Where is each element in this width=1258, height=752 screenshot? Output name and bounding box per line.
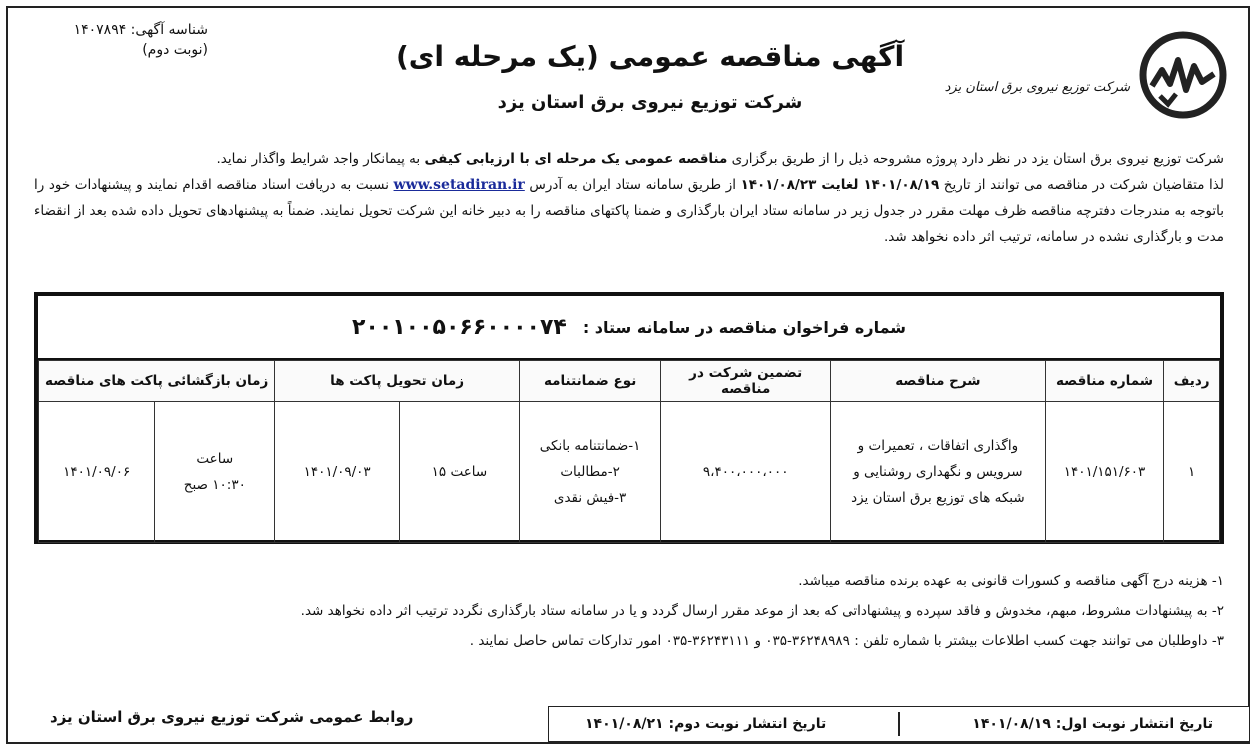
- cell-description: واگذاری اتفاقات ، تعمیرات و سرویس و نگهداری روشنایی و شبکه های توزیع برق استان یزد: [831, 402, 1046, 543]
- publication-dates-bar: [548, 706, 1250, 742]
- ad-id: شناسه آگهی: ۱۴۰۷۸۹۴: [73, 22, 208, 38]
- intro-text-2-mid: از طریق سامانه ستاد ایران به آدرس: [524, 177, 741, 193]
- ad-id-block: [28, 20, 208, 60]
- intro-text-1-end: به پیمانکار واجد شرایط واگذار نماید.: [216, 151, 425, 167]
- tender-table-box: [34, 292, 1224, 544]
- cell-delivery-time: ساعت ۱۵: [399, 402, 519, 543]
- intro-text-2: لذا متقاضیان شرکت در مناقصه می توانند از تاریخ: [939, 177, 1224, 193]
- tender-table: [38, 360, 1220, 543]
- divider: [898, 712, 900, 736]
- second-publication-date: تاریخ انتشار نوبت دوم: ۱۴۰۱/۰۸/۲۱: [585, 716, 827, 732]
- cell-guarantee-type: [519, 402, 660, 543]
- header-guarantee-type: نوع ضمانتنامه: [519, 361, 660, 402]
- header-delivery: زمان تحویل پاکت ها: [275, 361, 520, 402]
- note-item: ۳- داوطلبان می توانند جهت کسب اطلاعات بیشتر با شماره تلفن : ۳۶۲۴۸۹۸۹-۰۳۵ و ۳۶۲۴۳۱۱۱-۰۳۵ امور تدارکات تماس حاصل نمایند .: [469, 633, 1224, 649]
- cell-opening-time: [155, 402, 275, 543]
- intro-bold-1: مناقصه عمومی یک مرحله ای با ارزیابی کیفی: [424, 151, 728, 167]
- website-link[interactable]: www.setadiran.ir: [393, 177, 525, 193]
- guarantee-type-3: ۳-فیش نقدی: [553, 490, 627, 506]
- call-number-label: شماره فراخوان مناقصه در سامانه ستاد :: [582, 317, 907, 337]
- logo-caption: شرکت توزیع نیروی برق استان یزد: [944, 80, 1130, 95]
- first-publication-date: تاریخ انتشار نوبت اول: ۱۴۰۱/۰۸/۱۹: [972, 716, 1213, 732]
- company-logo-icon: [1138, 30, 1228, 120]
- header-tender-no: شماره مناقصه: [1045, 361, 1164, 402]
- notes-list: [34, 566, 1224, 656]
- table-row: [39, 402, 1220, 543]
- intro-text-1: شرکت توزیع نیروی برق استان یزد در نظر دارد پروژه مشروحه ذیل را از طریق برگزاری: [727, 151, 1224, 167]
- note-item: ۱- هزینه درج آگهی مناقصه و کسورات قانونی به عهده برنده مناقصه میباشد.: [798, 573, 1224, 589]
- page-subtitle: شرکت توزیع نیروی برق استان یزد: [497, 92, 803, 113]
- cell-guarantee: ۹،۴۰۰،۰۰۰،۰۰۰: [661, 402, 831, 543]
- header-index: ردیف: [1164, 361, 1220, 402]
- call-number: ۲۰۰۱۰۰۵۰۶۶۰۰۰۰۷۴: [351, 314, 567, 340]
- intro-paragraph: [34, 146, 1224, 250]
- ad-round: (نوبت دوم): [142, 42, 208, 58]
- intro-text-2-end: نسبت به دریافت اسناد مناقصه اقدام نمایند و پیشنهادات خود را باتوجه به مندرجات دفترچه مناقصه ظرف مهلت مقرر در جدول زیر در سامانه ستاد ایران بارگذاری و ضمنا پاکتهای مناقصه را به دبیر خانه این شرکت تحویل نمایند. ضمناً به پیشنهادهای تحویل داده شده بعد از انقضاء مدت و بارگذاری نشده در سامانه، ترتیب اثر داده نخواهد شد.: [34, 177, 1224, 245]
- cell-delivery-date: ۱۴۰۱/۰۹/۰۳: [275, 402, 400, 543]
- header-opening: زمان بازگشائی پاکت های مناقصه: [39, 361, 275, 402]
- opening-time-label: ساعت: [196, 451, 234, 467]
- cell-index: ۱: [1164, 402, 1220, 543]
- cell-opening-date: ۱۴۰۱/۰۹/۰۶: [39, 402, 155, 543]
- header-guarantee: تضمین شرکت در مناقصه: [661, 361, 831, 402]
- intro-dates: ۱۴۰۱/۰۸/۱۹ لغایت ۱۴۰۱/۰۸/۲۳: [740, 177, 940, 193]
- page-title: آگهی مناقصه عمومی (یک مرحله ای): [395, 40, 905, 73]
- cell-tender-no: ۱۴۰۱/۱۵۱/۶۰۳: [1045, 402, 1164, 543]
- table-header-row: [39, 361, 1220, 402]
- guarantee-type-2: ۲-مطالبات: [560, 464, 620, 480]
- opening-time-value: ۱۰:۳۰ صبح: [183, 477, 246, 493]
- header-description: شرح مناقصه: [831, 361, 1046, 402]
- note-item: ۲- به پیشنهادات مشروط، مبهم، مخدوش و فاقد سپرده و پیشنهاداتی که بعد از موعد مقرر ارسال گردد و یا در سامانه ستاد بارگذاری نگردد ترتیب اثر داده نخواهد شد.: [300, 603, 1224, 619]
- publisher-signature: روابط عمومی شرکت توزیع نیروی برق استان یزد: [50, 708, 414, 726]
- guarantee-type-1: ۱-ضمانتنامه بانکی: [539, 438, 641, 454]
- call-number-row: [38, 296, 1220, 360]
